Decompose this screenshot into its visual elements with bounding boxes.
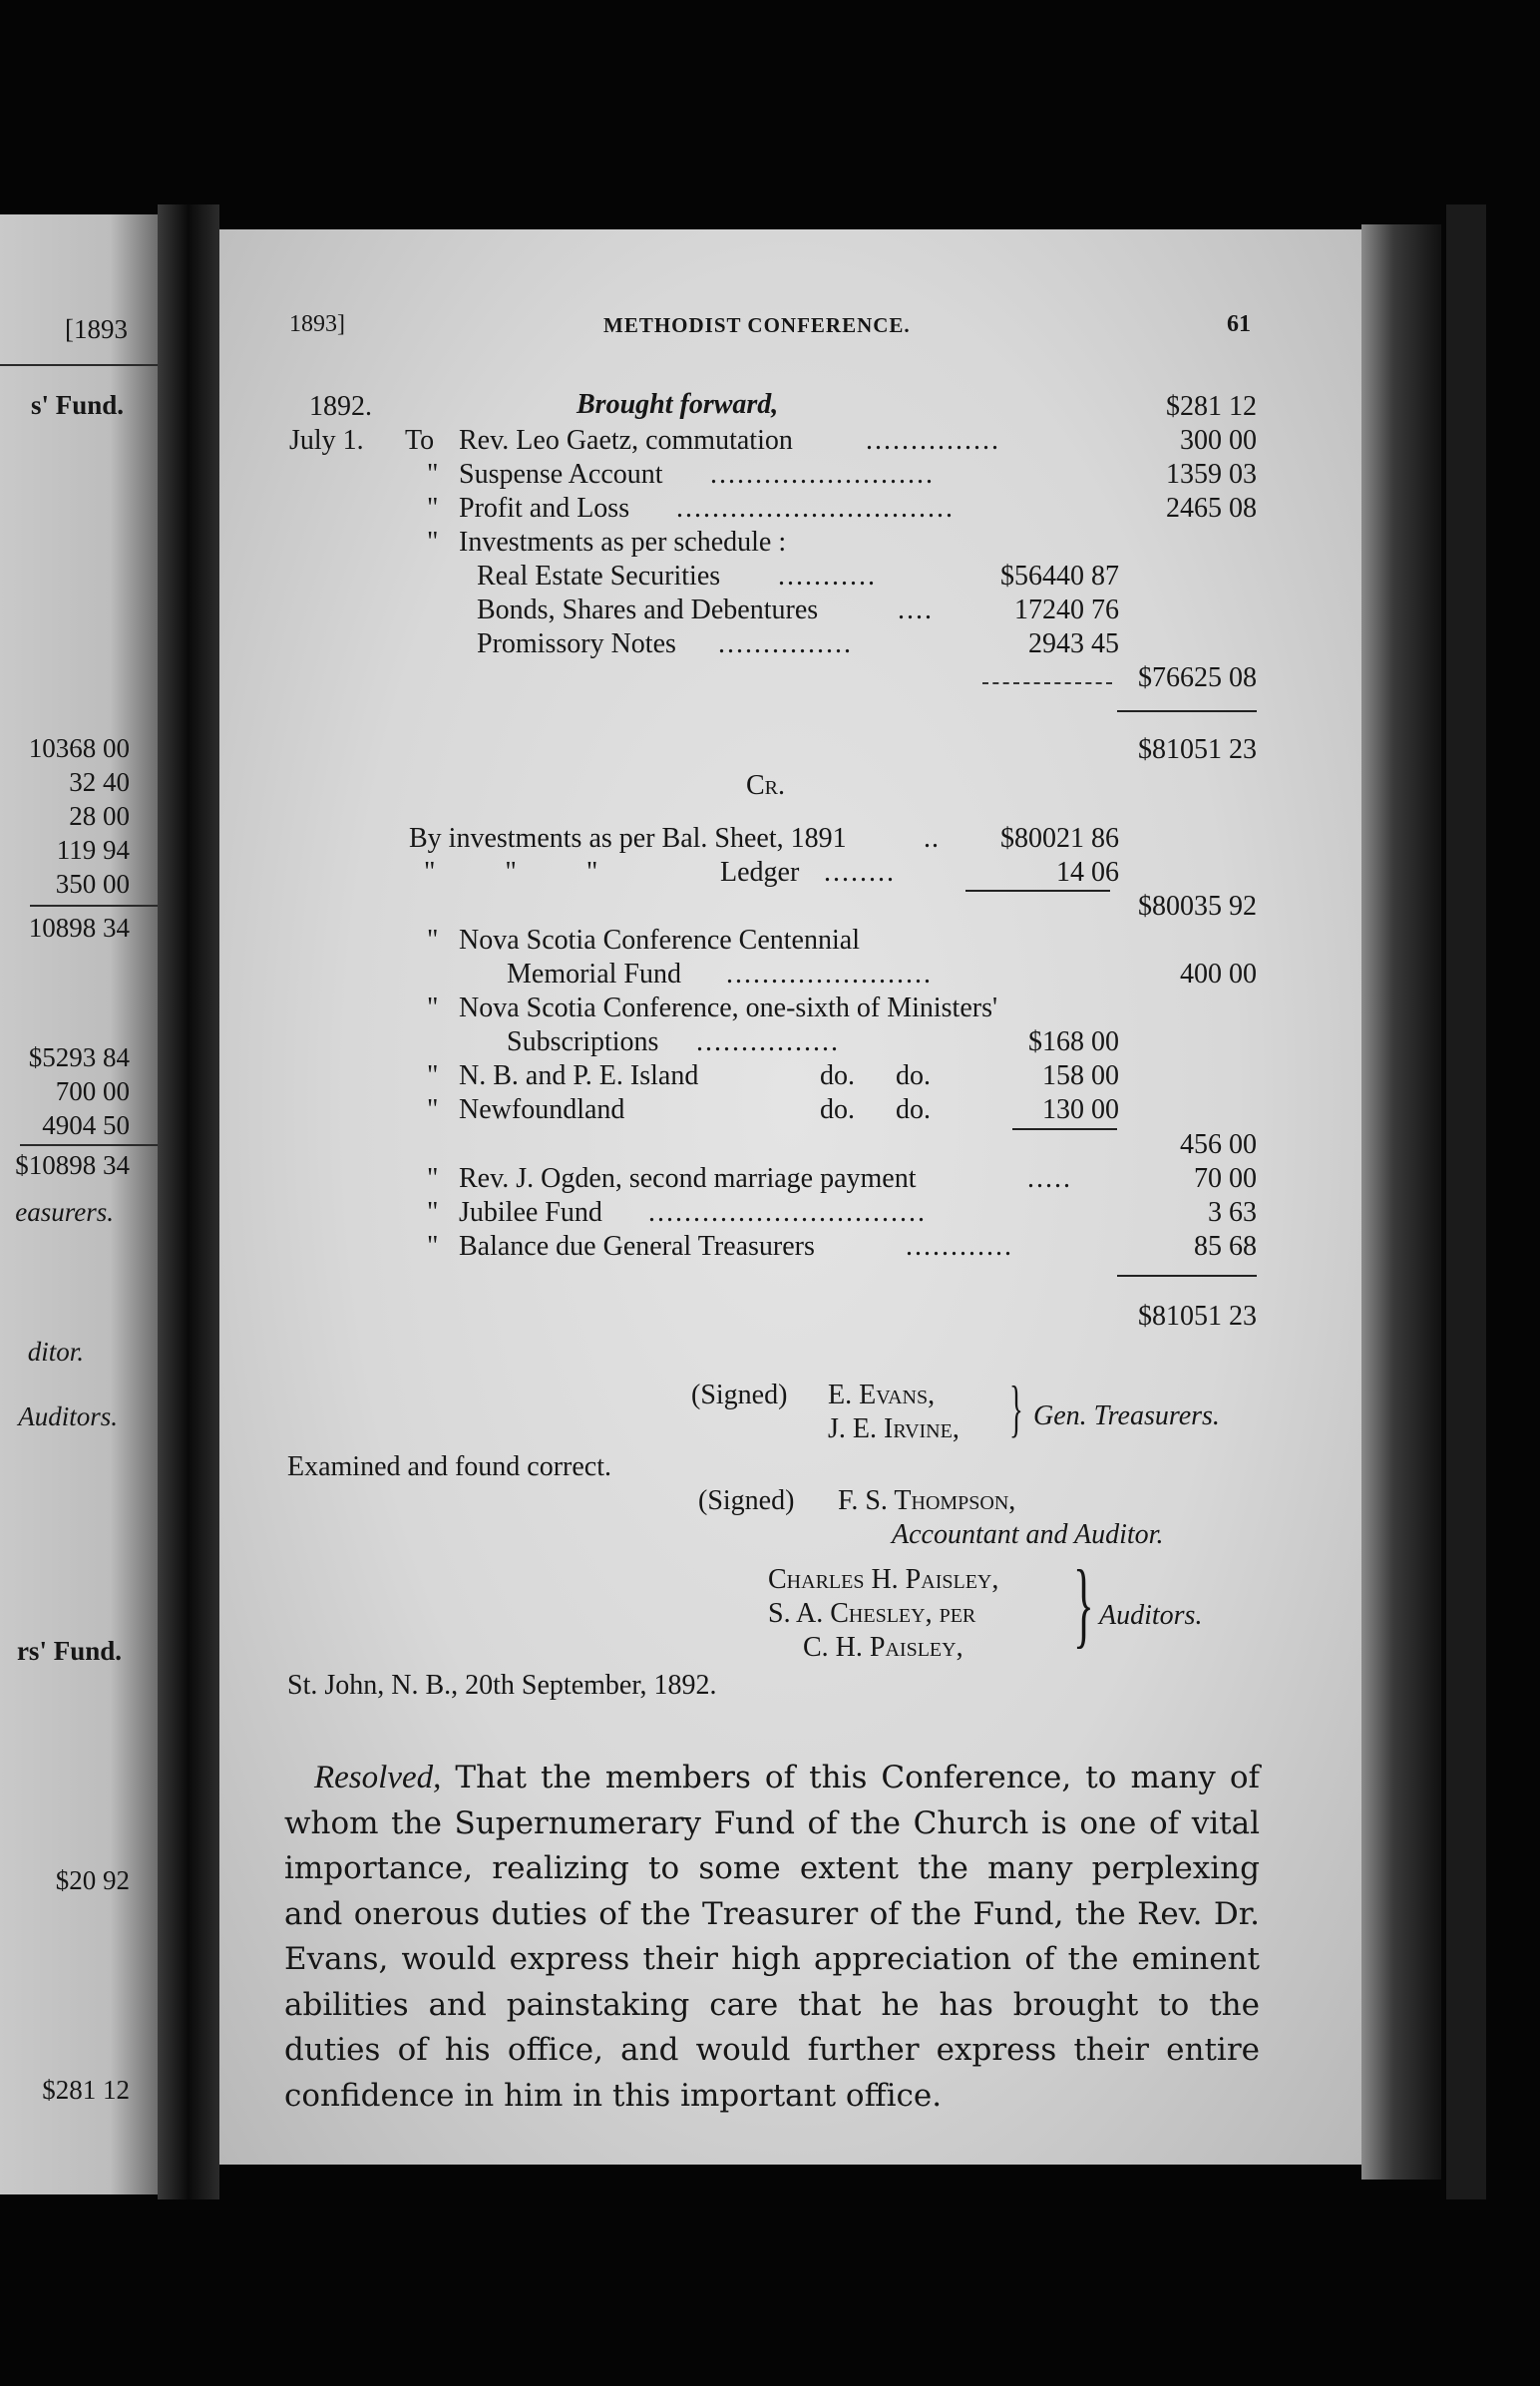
treasurer-name-2: J. E. Irvine, (828, 1413, 960, 1444)
credit-amount: $80021 86 (1000, 823, 1119, 854)
investment-amount: $56440 87 (1000, 561, 1119, 592)
brought-forward-label: Brought forward, (577, 389, 779, 420)
brace: } (1073, 1550, 1094, 1657)
credit-amount: 130 00 (1042, 1094, 1119, 1125)
investment-text: Promissory Notes (477, 628, 676, 659)
entry-amount: 300 00 (1180, 425, 1257, 456)
credit-text: Newfoundland (459, 1094, 625, 1125)
auditor-name: F. S. Thompson, (838, 1485, 1016, 1516)
entry-text: Suspense Account (459, 459, 663, 490)
auditor-name: Charles H. Paisley, (768, 1564, 999, 1595)
credit-text: Rev. J. Ogden, second marriage payment (459, 1163, 917, 1194)
ditto-do: do. (896, 1094, 931, 1125)
investment-amount: 17240 76 (1014, 595, 1119, 625)
investment-text: Bonds, Shares and Debentures (477, 595, 819, 625)
resolved-lead: Resolved, (314, 1760, 442, 1795)
left-fund-heading-2: rs' Fund. (16, 1636, 122, 1666)
place-and-date: St. John, N. B., 20th September, 1892. (287, 1670, 717, 1701)
ditto-mark: " (427, 925, 439, 956)
left-amount: 28 00 (69, 801, 130, 831)
entry-text: Rev. Leo Gaetz, commutation (459, 425, 793, 456)
left-amount: $20 92 (55, 1865, 130, 1895)
left-amount: 4904 50 (42, 1110, 130, 1140)
signed-label: (Signed) (698, 1485, 795, 1516)
entry-amount: 1359 03 (1166, 459, 1257, 490)
debit-year: 1892. (309, 391, 372, 422)
header-year: 1893] (289, 311, 345, 337)
signed-label: (Signed) (691, 1380, 788, 1410)
left-amount: 350 00 (55, 869, 130, 899)
credit-text: Nova Scotia Conference, one-sixth of Ministers' (459, 993, 998, 1023)
subtotal-dash-rule (982, 682, 1112, 684)
leader-dots: ............................... (648, 1197, 927, 1228)
auditors-title: Auditors. (1099, 1600, 1203, 1631)
leader-dots: ............................... (676, 493, 955, 524)
credit-amount: 158 00 (1042, 1060, 1119, 1091)
auditor-name: C. H. Paisley, (803, 1632, 963, 1663)
ditto-mark: " (427, 1197, 439, 1228)
ditto-marks: " " " (424, 857, 598, 888)
left-amount: $281 12 (42, 2075, 130, 2105)
investment-text: Real Estate Securities (477, 561, 721, 592)
ditto-mark: " (427, 993, 439, 1023)
left-header-rule (0, 364, 158, 366)
credit-amount: 3 63 (1208, 1197, 1257, 1228)
resolution-text: That the members of this Conference, to many of whom the Supernumerary Fund of the Church is one of vital importance, realizing to some extent the many perplexing and onerous duties of the Treasurer of the Fund, the Rev. Dr. Evans, would express their high appreciation of the eminent abilities and painstaking care that he has brought to the duties of his office, and would further express their entire confidence in him in this important office. (284, 1760, 1260, 2114)
left-amount: $10898 34 (15, 1150, 130, 1180)
credit-text: Nova Scotia Conference Centennial (459, 925, 860, 956)
credit-heading: Cr. (746, 770, 786, 801)
book-gutter (158, 204, 219, 2199)
left-page-header: [1893 (65, 314, 128, 344)
ditto-do: do. (820, 1060, 855, 1091)
total-rule (1117, 1275, 1257, 1277)
left-rule (20, 1144, 158, 1146)
page-edge-dark (1446, 204, 1486, 2199)
ditto-do: do. (820, 1094, 855, 1125)
left-amount: $5293 84 (28, 1042, 130, 1072)
header-title: METHODIST CONFERENCE. (603, 313, 911, 337)
page-edge-shadow (1361, 224, 1441, 2180)
investments-total: $76625 08 (1138, 662, 1257, 693)
ditto-mark: " (427, 1094, 439, 1125)
left-amount: 700 00 (55, 1076, 130, 1106)
total-rule (1117, 710, 1257, 712)
left-amount: 10898 34 (28, 913, 130, 943)
ditto-mark: " (427, 493, 439, 524)
leader-dots: ............... (718, 628, 853, 659)
entry-text: Investments as per schedule : (459, 527, 787, 558)
ditto-mark: " (427, 1163, 439, 1194)
debit-total: $81051 23 (1138, 734, 1257, 765)
investment-amount: 2943 45 (1028, 628, 1119, 659)
ditto-mark: " (427, 1060, 439, 1091)
credit-amount: $168 00 (1028, 1026, 1119, 1057)
left-amount: 32 40 (69, 767, 130, 797)
leader-dots: ..... (1027, 1163, 1072, 1194)
ditto-mark: " (427, 1231, 439, 1262)
ditto-mark: " (427, 527, 439, 558)
left-rule (30, 905, 158, 907)
left-amount: 10368 00 (28, 733, 130, 763)
treasurer-name-1: E. Evans, (828, 1380, 936, 1410)
brace: } (1009, 1373, 1023, 1443)
left-auditors-label: Auditors. (18, 1401, 118, 1431)
credit-subtotal-2: 456 00 (1180, 1129, 1257, 1160)
credit-text: Jubilee Fund (459, 1197, 602, 1228)
subtotal-rule (965, 890, 1110, 892)
credit-subtotal-1: $80035 92 (1138, 891, 1257, 922)
auditor-name: S. A. Chesley, per (768, 1598, 976, 1629)
leader-dots: ........ (824, 857, 896, 888)
credit-total: $81051 23 (1138, 1301, 1257, 1332)
leader-dots: ............... (866, 425, 1000, 456)
credit-text: N. B. and P. E. Island (459, 1060, 699, 1091)
ditto-mark: " (427, 459, 439, 490)
brought-forward-amount: $281 12 (1166, 391, 1257, 422)
leader-dots: ............ (906, 1231, 1013, 1262)
left-page-fragment (0, 214, 158, 2194)
credit-amount: 70 00 (1194, 1163, 1257, 1194)
left-auditor-label: ditor. (27, 1337, 84, 1367)
ditto-do: do. (896, 1060, 931, 1091)
leader-dots: ......................... (710, 459, 935, 490)
entry-text: Profit and Loss (459, 493, 630, 524)
credit-amount: 85 68 (1194, 1231, 1257, 1262)
credit-ledger-text: Ledger (720, 857, 800, 888)
resolution-paragraph (284, 1756, 1260, 2119)
debit-date: July 1. (289, 425, 364, 456)
leader-dots: ....................... (726, 959, 933, 990)
leader-dots: .... (898, 595, 934, 625)
credit-text: Memorial Fund (507, 959, 681, 990)
leader-dots: ................ (696, 1026, 840, 1057)
left-amount: 119 94 (56, 835, 130, 865)
treasurers-title: Gen. Treasurers. (1033, 1400, 1220, 1431)
debit-to: To (405, 425, 435, 456)
examined-note: Examined and found correct. (287, 1451, 611, 1482)
left-fund-heading: s' Fund. (30, 390, 124, 420)
leader-dots: .. (924, 823, 940, 854)
credit-text: Subscriptions (507, 1026, 659, 1057)
credit-amount: 14 06 (1056, 857, 1119, 888)
credit-amount: 400 00 (1180, 959, 1257, 990)
credit-text: Balance due General Treasurers (459, 1231, 815, 1262)
page-number: 61 (1227, 311, 1251, 337)
entry-amount: 2465 08 (1166, 493, 1257, 524)
auditor-title: Accountant and Auditor. (892, 1519, 1164, 1550)
left-treasurers-label: easurers. (15, 1197, 114, 1227)
leader-dots: ........... (778, 561, 877, 592)
credit-by-line: By investments as per Bal. Sheet, 1891 (409, 823, 847, 854)
